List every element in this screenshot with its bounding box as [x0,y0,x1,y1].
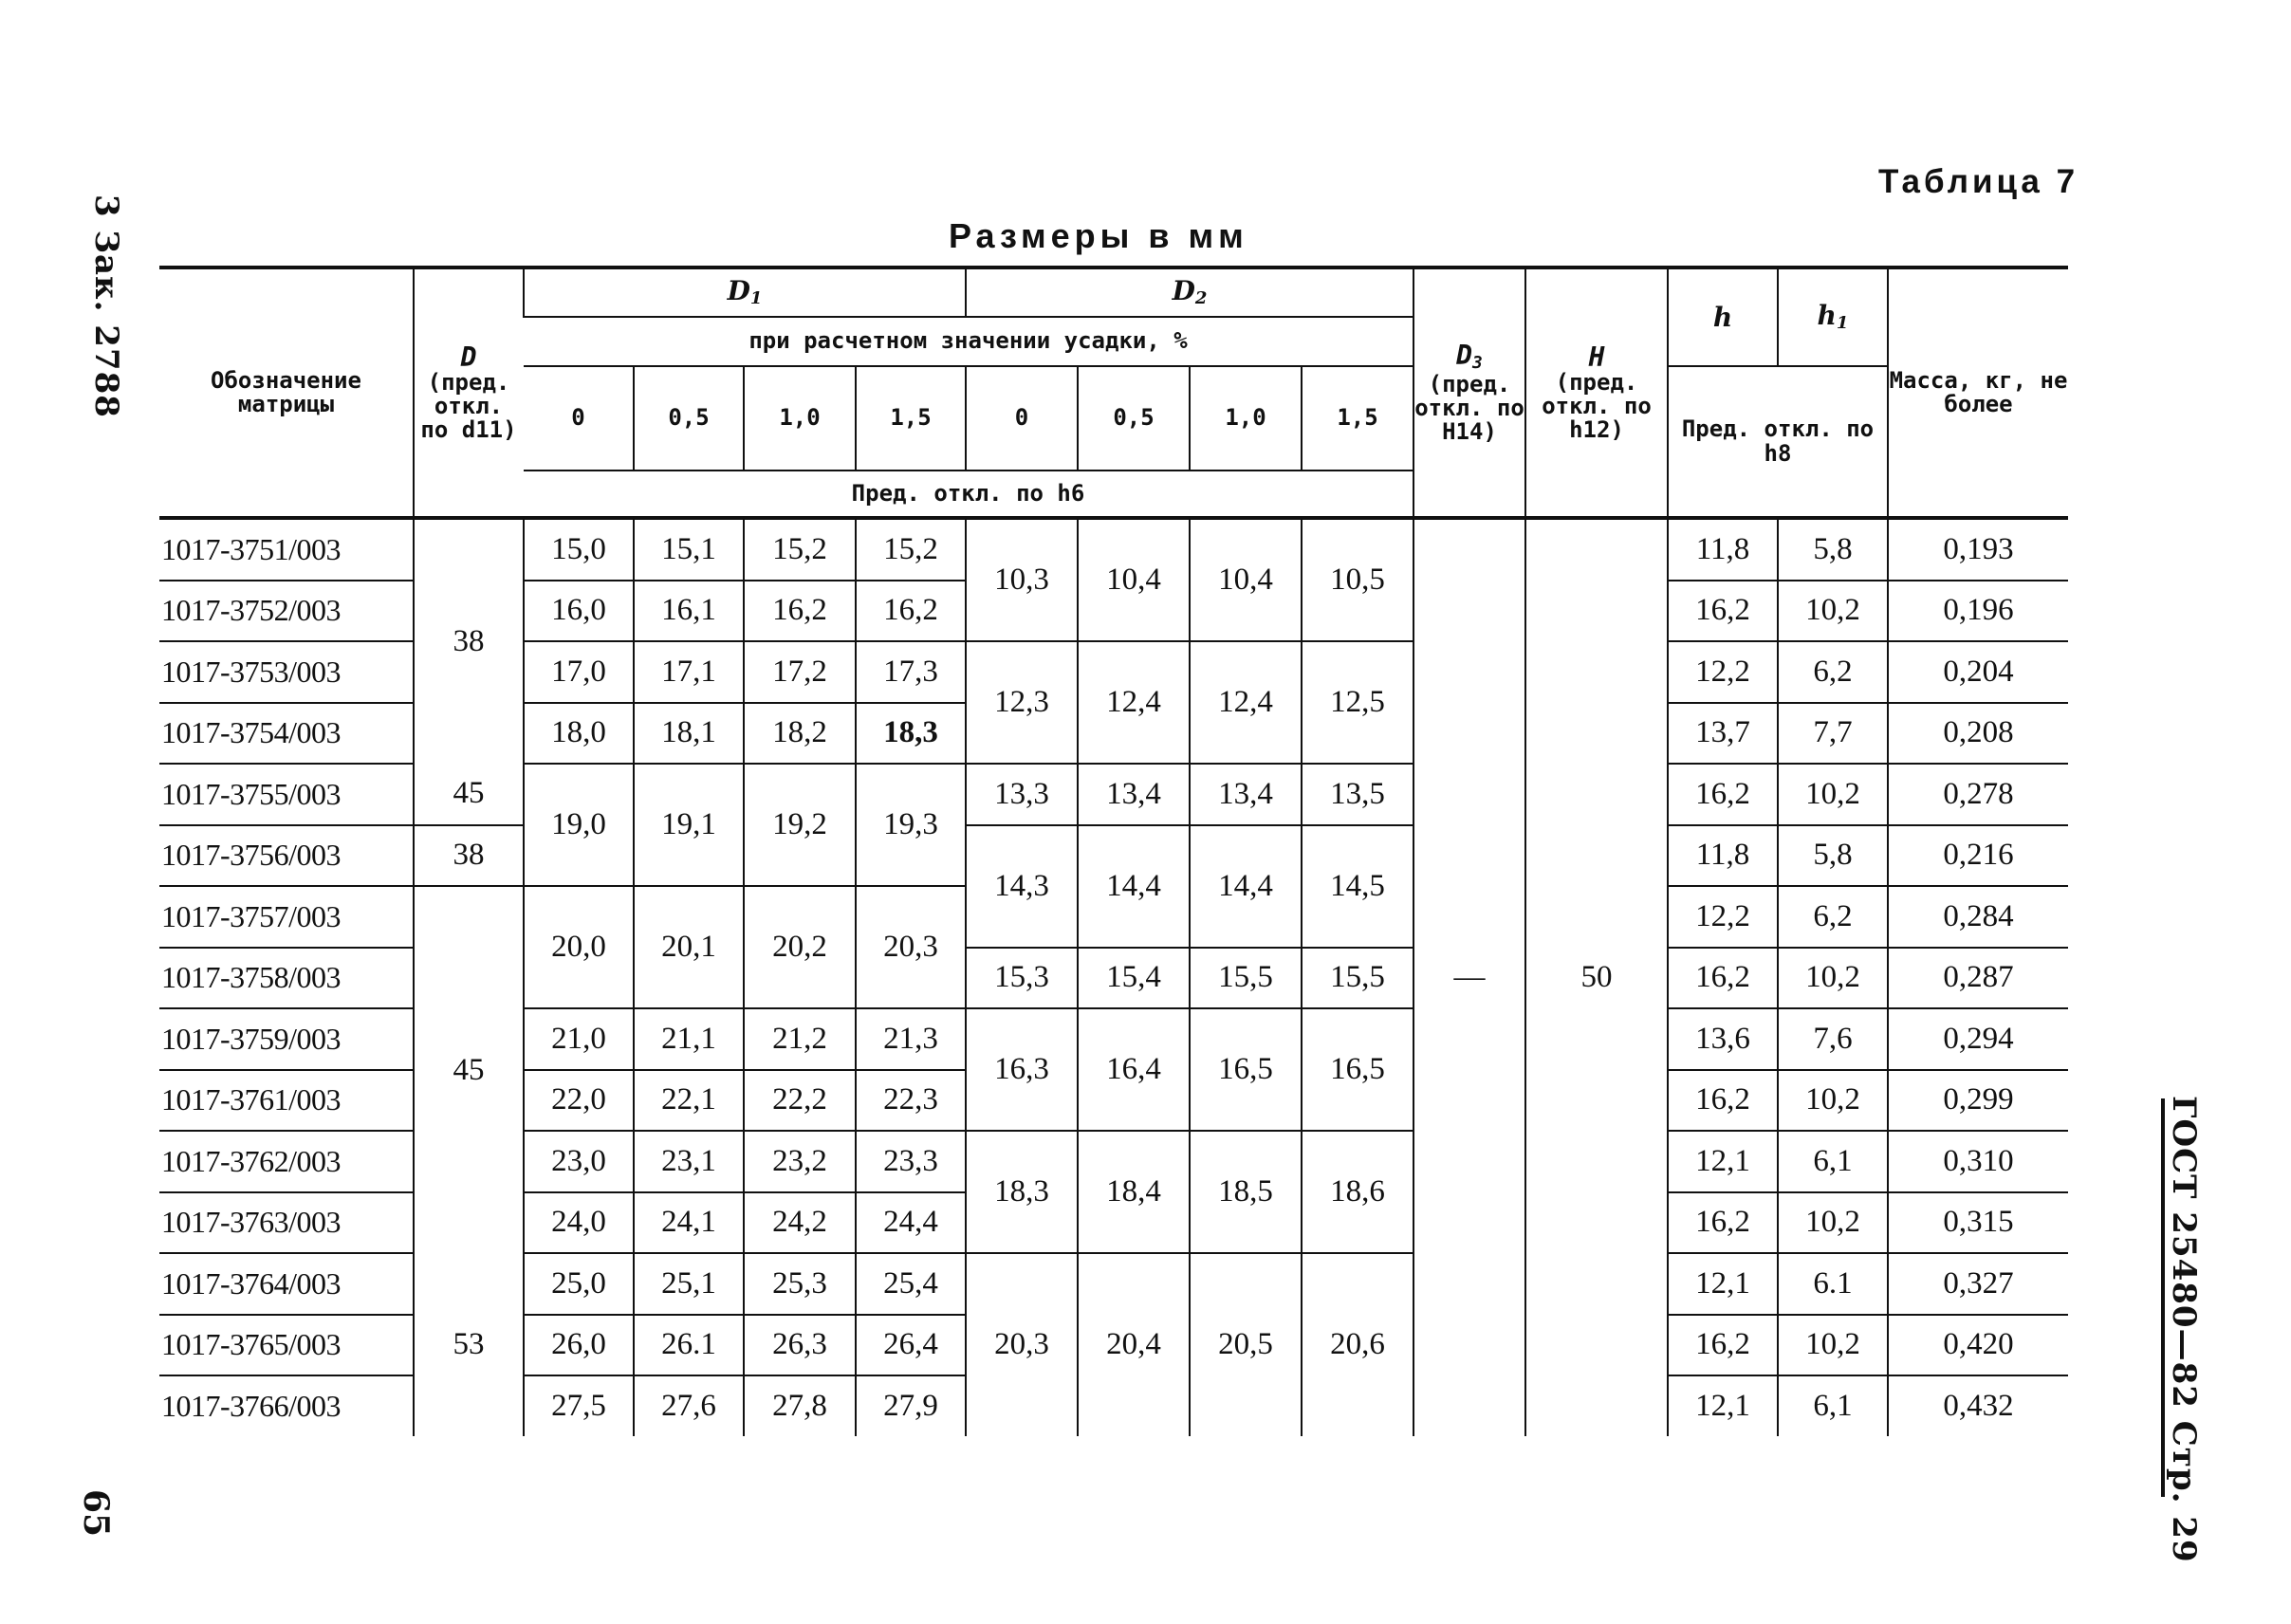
h1-cell: 10,2 [1778,764,1888,825]
h1-cell: 10,2 [1778,1070,1888,1132]
designation-cell: 1017-3755/003 [159,764,414,825]
shrink-value: 1,5 [1302,366,1413,471]
d2-cell: 16,4 [1078,1008,1190,1131]
d1-cell: 25,0 [524,1253,634,1315]
d1-cell: 20,0 [524,886,634,1008]
d1-cell: 16,2 [856,581,966,642]
h-cell: 12,1 [1668,1375,1778,1436]
designation-cell: 1017-3757/003 [159,886,414,948]
mass-cell: 0,284 [1888,886,2068,948]
h1-cell: 5,8 [1778,518,1888,581]
d2-cell: 16,5 [1190,1008,1302,1131]
h-cell: 16,2 [1668,1070,1778,1132]
d2-cell: 10,5 [1302,518,1413,641]
mass-cell: 0,315 [1888,1192,2068,1254]
shrink-value: 1,0 [744,366,856,471]
d1-cell: 24,0 [524,1192,634,1254]
d2-cell: 18,4 [1078,1131,1190,1253]
d1-cell: 19,3 [856,764,966,886]
col-d3-symbol: D [1456,339,1472,371]
d1-cell: 26,3 [744,1315,856,1376]
d1-cell: 23,1 [634,1131,744,1192]
col-d1-symbol: D [727,275,750,307]
designation-cell: 1017-3761/003 [159,1070,414,1132]
col-d1-sub: 1 [749,288,763,309]
designation-cell: 1017-3759/003 [159,1008,414,1070]
h-cell: 11,8 [1668,825,1778,887]
d1-cell: 22,3 [856,1070,966,1132]
d2-cell: 13,5 [1302,764,1413,825]
d1-cell: 18,1 [634,703,744,765]
col-h-big-tol: (пред. откл. по h12) [1542,368,1652,444]
mass-cell: 0,432 [1888,1375,2068,1436]
d1-cell: 24,2 [744,1192,856,1254]
d1-cell: 25,3 [744,1253,856,1315]
d1-cell: 25,1 [634,1253,744,1315]
tol-h6: Пред. откл. по h6 [524,471,1413,518]
shrink-value: 0,5 [1078,366,1190,471]
h1-cell: 10,2 [1778,581,1888,642]
d2-cell: 13,4 [1078,764,1190,825]
shrink-value: 0,5 [634,366,744,471]
h-cell: 12,1 [1668,1253,1778,1315]
h1-cell: 10,2 [1778,1192,1888,1254]
d1-cell: 19,2 [744,764,856,886]
table-row [159,764,2068,825]
d1-cell: 17,2 [744,641,856,703]
col-h1 [1778,268,1888,366]
d2-cell: 18,5 [1190,1131,1302,1253]
designation-cell: 1017-3763/003 [159,1192,414,1254]
col-d-symbol: D [460,341,477,373]
table-number: Таблица 7 [1878,163,2079,200]
d1-cell: 19,0 [524,764,634,886]
designation-cell: 1017-3751/003 [159,518,414,581]
d1-cell: 27,5 [524,1375,634,1436]
designation-cell: 1017-3766/003 [161,1388,342,1423]
h-cell: 16,2 [1668,948,1778,1009]
d2-cell: 20,4 [1078,1253,1190,1436]
mass-cell: 0,278 [1888,764,2068,825]
d2-cell: 15,5 [1302,948,1413,1009]
col-mass: Масса, кг, не более [1888,268,2068,518]
d1-cell: 23,0 [524,1131,634,1192]
d2-cell: 15,3 [966,948,1078,1009]
shrink-value: 0 [524,366,634,471]
col-h1-symbol: h [1817,300,1837,332]
h-cell: 11,8 [1668,518,1778,581]
designation-cell: 1017-3754/003 [159,703,414,765]
designation-cell: 1017-3752/003 [159,581,414,642]
mass-cell: 0,208 [1888,703,2068,765]
d1-cell: 21,1 [634,1008,744,1070]
d1-cell: 16,0 [524,581,634,642]
col-d-tol: (пред. откл. по d11) [420,368,517,444]
d1-cell: 20,2 [744,886,856,1008]
d2-cell: 14,3 [966,825,1078,948]
d2-cell: 14,4 [1078,825,1190,948]
mass-cell: 0,216 [1888,825,2068,887]
d1-cell: 20,3 [856,886,966,1008]
d1-cell: 21,2 [744,1008,856,1070]
mass-cell: 0,193 [1888,518,2068,581]
h1-cell: 6,2 [1778,886,1888,948]
d2-cell: 18,3 [966,1131,1078,1253]
col-h1-sub: 1 [1836,313,1849,334]
d1-cell: 25,4 [856,1253,966,1315]
d1-cell: 16,1 [634,581,744,642]
d1-cell: 18,3 [856,703,966,765]
d1-cell: 27,9 [856,1375,966,1436]
col-d2 [966,268,1413,317]
mass-cell: 0,420 [1888,1315,2068,1376]
shrink-value: 1,0 [1190,366,1302,471]
designation-cell: 1017-3762/003 [159,1131,414,1192]
d2-cell: 10,4 [1190,518,1302,641]
d2-cell: 15,4 [1078,948,1190,1009]
h-cell: 13,7 [1668,703,1778,765]
h-cell: 12,2 [1668,886,1778,948]
standard-reference: ГОСТ 25480—82 Стр. 29 [2165,1096,2203,1563]
d-cell: 53 [414,1253,524,1436]
h-cell: 16,2 [1668,1192,1778,1254]
d2-cell: 12,3 [966,641,1078,764]
d1-cell: 15,2 [856,518,966,581]
designation-cell: 1017-3765/003 [159,1315,414,1376]
h1-cell: 6,2 [1778,641,1888,703]
col-d3 [1413,268,1525,518]
col-h: h [1668,268,1778,366]
mass-cell: 0,287 [1888,948,2068,1009]
col-d3-tol: (пред. откл. по H14) [1414,370,1524,446]
d1-cell: 17,0 [524,641,634,703]
d1-cell: 20,1 [634,886,744,1008]
h-big-cell: 50 [1525,518,1668,1436]
d1-cell: 23,2 [744,1131,856,1192]
d2-cell: 12,5 [1302,641,1413,764]
h-cell: 16,2 [1668,581,1778,642]
d-cell: 45 [414,764,524,825]
table-row [159,1253,2068,1315]
d2-cell: 10,4 [1078,518,1190,641]
d2-cell: 14,5 [1302,825,1413,948]
h-cell: 12,1 [1668,1131,1778,1192]
table-row [159,825,2068,887]
designation-cell: 1017-3756/003 [159,825,414,887]
d1-cell: 21,0 [524,1008,634,1070]
d2-cell: 13,4 [1190,764,1302,825]
col-d2-symbol: D [1172,275,1195,307]
mass-cell: 0,294 [1888,1008,2068,1070]
d1-cell: 22,1 [634,1070,744,1132]
table-row [159,518,2068,581]
h-cell: 16,2 [1668,764,1778,825]
col-h-big-symbol: H [1588,341,1605,373]
d-cell: 45 [414,886,524,1253]
d1-cell: 24,1 [634,1192,744,1254]
d2-cell: 13,3 [966,764,1078,825]
col-d2-sub: 2 [1194,288,1208,309]
mass-cell: 0,204 [1888,641,2068,703]
d2-cell: 12,4 [1078,641,1190,764]
d1-cell: 26,4 [856,1315,966,1376]
mass-cell: 0,299 [1888,1070,2068,1132]
d1-cell: 27,8 [744,1375,856,1436]
d1-cell: 21,3 [856,1008,966,1070]
h1-cell: 6,1 [1778,1375,1888,1436]
d2-cell: 16,3 [966,1008,1078,1131]
mass-cell: 0,310 [1888,1131,2068,1192]
d2-cell: 20,5 [1190,1253,1302,1436]
mass-cell: 0,327 [1888,1253,2068,1315]
d1-cell: 23,3 [856,1131,966,1192]
d2-cell: 20,6 [1302,1253,1413,1436]
shrink-label: при расчетном значении усадки, % [524,317,1413,366]
d1-cell: 24,4 [856,1192,966,1254]
h1-cell: 6,1 [1778,1131,1888,1192]
tol-h8: Пред. откл. по h8 [1668,366,1888,518]
page-number: 65 [76,1489,116,1538]
h-cell: 12,2 [1668,641,1778,703]
d1-cell: 17,1 [634,641,744,703]
d1-cell: 15,1 [634,518,744,581]
col-d1 [524,268,966,317]
mass-cell: 0,196 [1888,581,2068,642]
d-cell: 38 [414,825,524,887]
dimensions-table [159,266,2068,1436]
d1-cell: 26,0 [524,1315,634,1376]
d1-cell: 27,6 [634,1375,744,1436]
d1-cell: 17,3 [856,641,966,703]
d1-cell: 15,2 [744,518,856,581]
d2-cell: 14,4 [1190,825,1302,948]
d1-cell: 18,0 [524,703,634,765]
d2-cell: 10,3 [966,518,1078,641]
d1-cell: 22,0 [524,1070,634,1132]
designation-cell: 1017-3758/003 [159,948,414,1009]
d1-cell: 22,2 [744,1070,856,1132]
h1-cell: 6.1 [1778,1253,1888,1315]
h1-cell: 5,8 [1778,825,1888,887]
h1-cell: 7,6 [1778,1008,1888,1070]
sizes-title: Размеры в мм [949,216,1248,255]
d1-cell: 15,0 [524,518,634,581]
designation-cell: 1017-3764/003 [159,1253,414,1315]
h1-cell: 7,7 [1778,703,1888,765]
h-cell: 16,2 [1668,1315,1778,1376]
d2-cell: 16,5 [1302,1008,1413,1131]
h1-cell: 10,2 [1778,1315,1888,1376]
col-designation: Обозначение матрицы [159,268,414,518]
d1-cell: 26.1 [634,1315,744,1376]
h-cell: 13,6 [1668,1008,1778,1070]
d1-cell: 18,2 [744,703,856,765]
col-d3-sub: 3 [1472,352,1483,373]
d1-cell: 16,2 [744,581,856,642]
d2-cell: 20,3 [966,1253,1078,1436]
order-number: 3 Зак. 2788 [87,194,125,418]
d1-cell: 19,1 [634,764,744,886]
d2-cell: 15,5 [1190,948,1302,1009]
shrink-value: 1,5 [856,366,966,471]
d2-cell: 12,4 [1190,641,1302,764]
designation-cell: 1017-3753/003 [159,641,414,703]
d2-cell: 18,6 [1302,1131,1413,1253]
d-cell: 38 [414,518,524,764]
col-d [414,268,524,518]
h1-cell: 10,2 [1778,948,1888,1009]
shrink-value: 0 [966,366,1078,471]
d3-cell: — [1413,518,1525,1436]
col-h-big [1525,268,1668,518]
